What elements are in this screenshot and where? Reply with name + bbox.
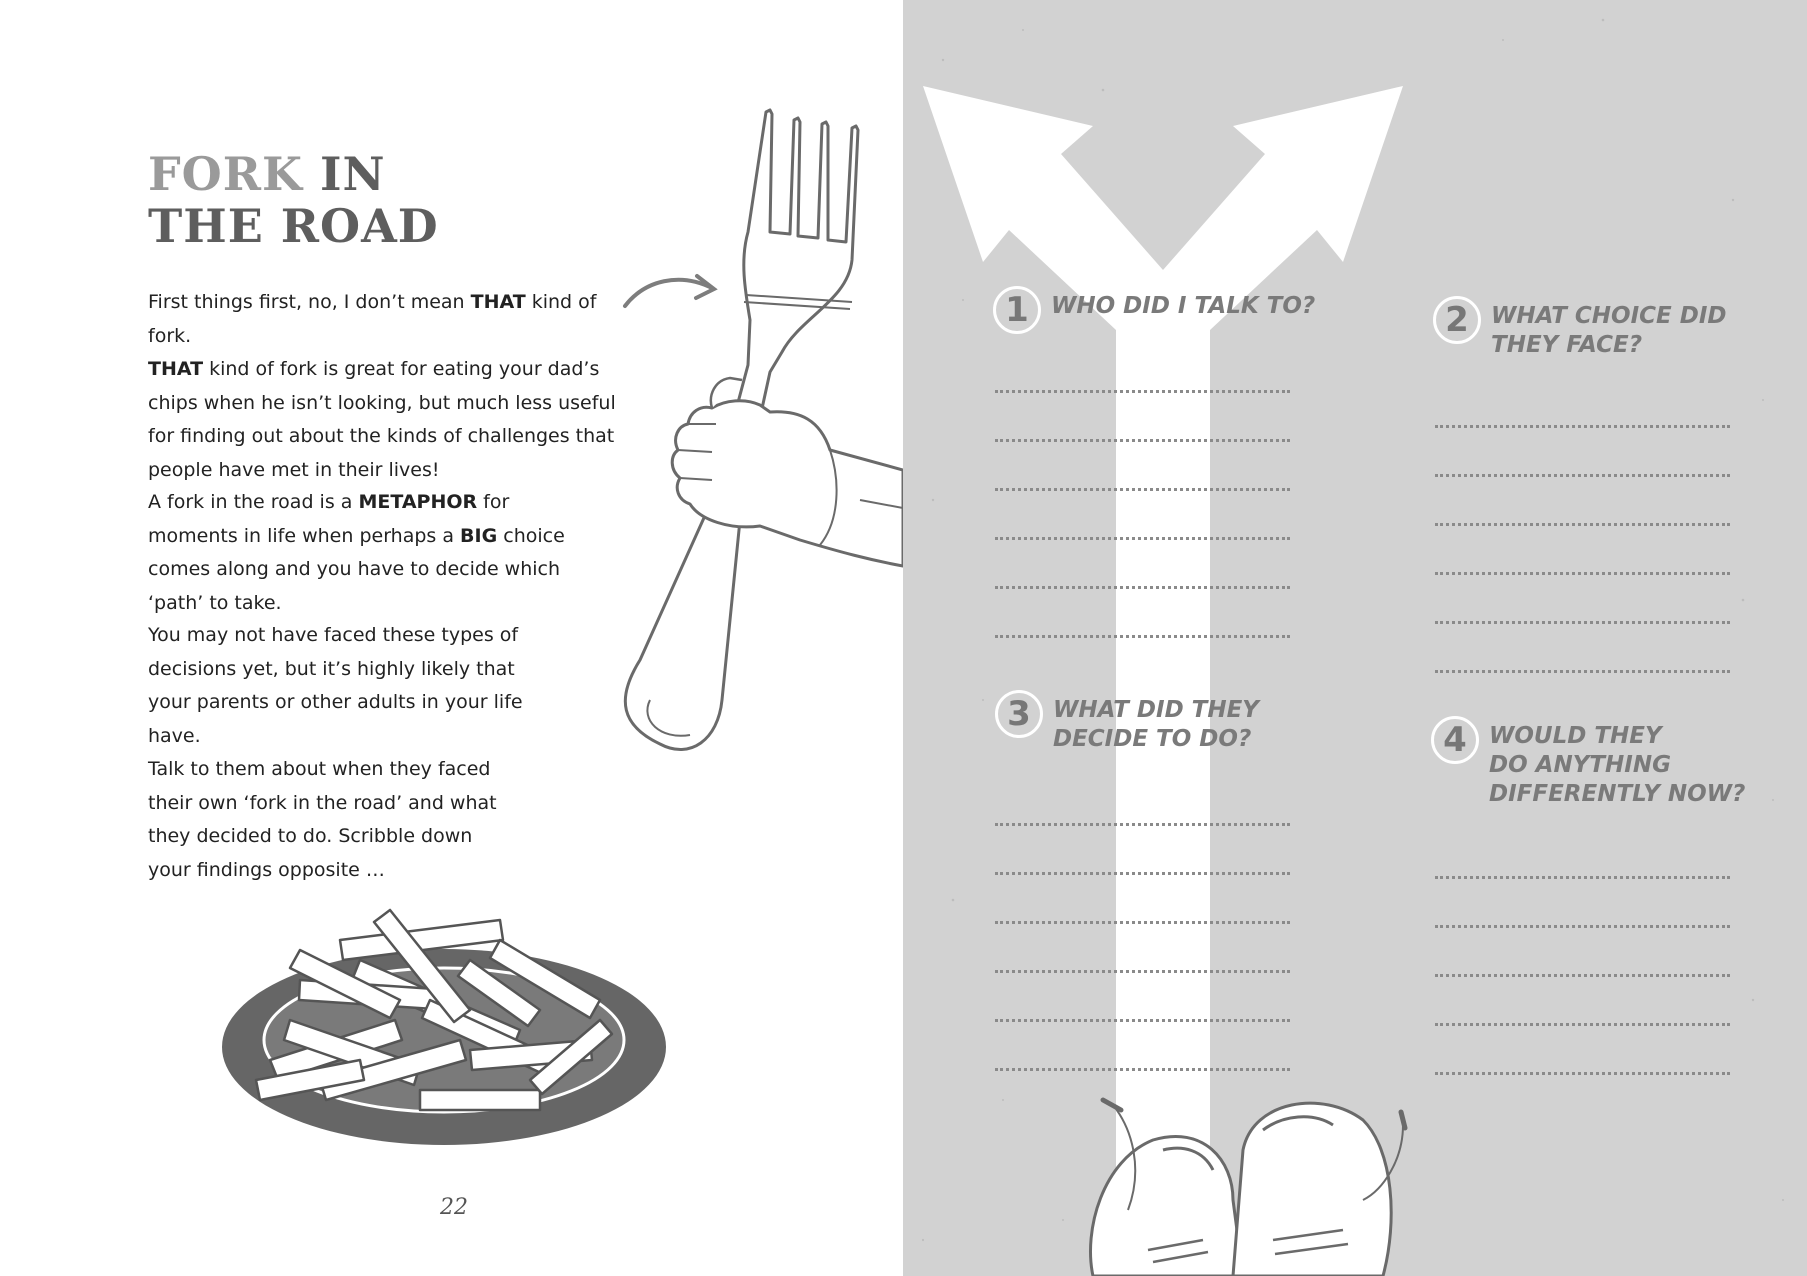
question-number-1: 1 [993, 286, 1041, 334]
answer-line[interactable] [995, 1019, 1290, 1022]
answer-line[interactable] [995, 586, 1290, 589]
answer-line[interactable] [1435, 425, 1730, 428]
question-number-2: 2 [1433, 296, 1481, 344]
answer-line[interactable] [1435, 621, 1730, 624]
answer-line[interactable] [995, 390, 1290, 393]
answer-line[interactable] [995, 1068, 1290, 1071]
p1-text-a: First things first, no, I don’t mean [148, 291, 471, 313]
answer-line[interactable] [995, 872, 1290, 875]
title-word-in: IN [319, 147, 386, 201]
answer-line[interactable] [1435, 523, 1730, 526]
answer-lines-1[interactable] [995, 390, 1290, 638]
question-text-1: WHO DID I TALK TO? [1051, 293, 1316, 319]
question-who [993, 286, 1315, 334]
answer-line[interactable] [1435, 670, 1730, 673]
left-illustrations [0, 0, 903, 1276]
question-text-4: WOULD THEY DO ANYTHING DIFFERENTLY NOW? [1489, 723, 1746, 807]
p1-bold-that: THAT [470, 291, 526, 313]
answer-line[interactable] [1435, 572, 1730, 575]
answer-line[interactable] [995, 439, 1290, 442]
p2-text-a: A fork in the road is a [148, 491, 359, 513]
question-choice [1433, 296, 1727, 360]
p2-text-c: for moments in life when perhaps a [148, 491, 510, 547]
question-number-4: 4 [1431, 716, 1479, 764]
answer-lines-4[interactable] [1435, 876, 1730, 1075]
answer-line[interactable] [1435, 1023, 1730, 1026]
chips-plate-illustration [222, 910, 666, 1145]
question-text-2: WHAT CHOICE DID THEY FACE? [1491, 303, 1727, 358]
answer-line[interactable] [1435, 876, 1730, 879]
fork-road-arrow [923, 86, 1403, 1276]
talk-paragraph: Talk to them about when they faced their own ‘fork in the road’ and what they decided to do. Scribble down your findings opposite … [148, 758, 497, 881]
question-decide [995, 690, 1259, 754]
answer-line[interactable] [1435, 925, 1730, 928]
page-number: 22 [440, 1195, 468, 1220]
p2-bold-metaphor: METAPHOR [358, 491, 478, 513]
answer-line[interactable] [995, 823, 1290, 826]
decisions-paragraph: You may not have faced these types of decisions yet, but it’s highly likely that your parents or other adults in your life have. [148, 624, 523, 747]
answer-line[interactable] [1435, 974, 1730, 977]
answer-line[interactable] [1435, 1072, 1730, 1075]
title-line-two: THE ROAD [148, 199, 439, 253]
p1-text-e: kind of fork is great for eating your dad’s chips when he isn’t looking, but much less useful for finding out about the kinds of challenges that people have met in their lives! [148, 358, 616, 481]
answer-line[interactable] [995, 488, 1290, 491]
answer-lines-2[interactable] [1435, 425, 1730, 673]
curved-arrow-icon [625, 276, 714, 306]
title-word-fork: FORK [148, 147, 303, 201]
p2-text-e: choice comes along and you have to decide which ‘path’ to take. [148, 524, 565, 614]
p2-bold-big: BIG [460, 524, 498, 547]
answer-line[interactable] [995, 537, 1290, 540]
answer-line[interactable] [995, 970, 1290, 973]
question-number-3: 3 [995, 690, 1043, 738]
question-differently [1431, 716, 1745, 809]
answer-line[interactable] [995, 635, 1290, 638]
p1-bold-that-2: THAT [148, 358, 204, 380]
right-page [903, 0, 1807, 1276]
answer-line[interactable] [995, 921, 1290, 924]
p1-text-c: kind of fork. [148, 291, 597, 347]
answer-line[interactable] [1435, 474, 1730, 477]
answer-lines-3[interactable] [995, 823, 1290, 1071]
question-text-3: WHAT DID THEY DECIDE TO DO? [1053, 697, 1259, 752]
